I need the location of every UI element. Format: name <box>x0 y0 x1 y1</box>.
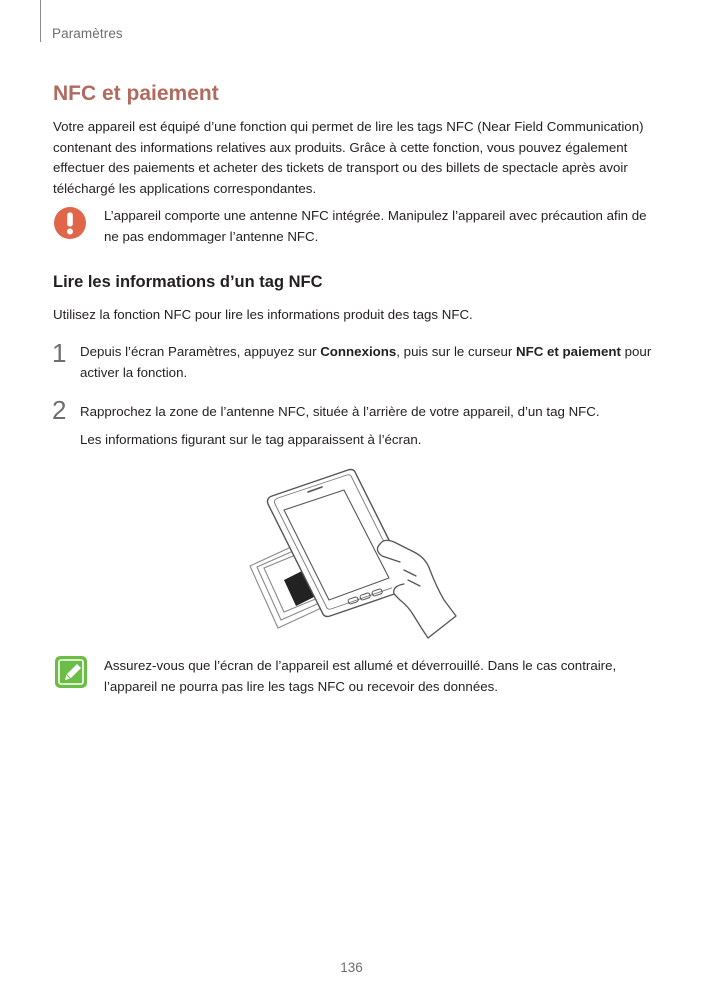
page-number: 136 <box>340 960 363 975</box>
header-divider <box>40 0 41 42</box>
nfc-tablet-illustration <box>244 466 464 641</box>
step-1-text-before: Depuis l’écran Paramètres, appuyez sur <box>80 344 321 359</box>
subsection-title: Lire les informations d’un tag NFC <box>53 273 323 291</box>
step-1-bold-connexions: Connexions <box>320 344 397 359</box>
step-1-text <box>80 341 655 383</box>
subsection-intro: Utilisez la fonction NFC pour lire les informations produit des tags NFC. <box>53 307 473 322</box>
step-2-number: 2 <box>52 395 67 425</box>
caution-text: L’appareil comporte une antenne NFC intégrée. Manipulez l’appareil avec précaution afin de ne pas endommager l’antenne NFC. <box>104 208 647 244</box>
note-pencil-icon <box>54 655 88 689</box>
step-2-text: Rapprochez la zone de l’antenne NFC, située à l’arrière de votre appareil, d’un tag NFC. <box>80 404 600 419</box>
section-intro: Votre appareil est équipé d’une fonction qui permet de lire les tags NFC (Near Field Communication) contenant des informations relatives aux produits. Grâce à cette fonction, vous pouvez également effectuer des paiements et acheter des tickets de transport ou des billets de spectacle après avoir téléchargé les applications correspondantes. <box>53 119 644 196</box>
step-1-number: 1 <box>52 338 67 368</box>
step-1-text-after: pour activer la fonction. <box>80 344 652 380</box>
step-2-subtext: Les informations figurant sur le tag apparaissent à l’écran. <box>80 432 422 447</box>
step-1-text-middle: , puis sur le curseur <box>396 344 517 359</box>
caution-icon <box>53 206 87 240</box>
note-text: Assurez-vous que l’écran de l’appareil est allumé et déverrouillé. Dans le cas contraire, l’appareil ne pourra pas lire les tags NFC ou recevoir des données. <box>104 658 617 694</box>
section-title: NFC et paiement <box>53 82 219 105</box>
step-1-bold-nfc: NFC et paiement <box>516 344 621 359</box>
header-section-label: Paramètres <box>52 26 123 41</box>
